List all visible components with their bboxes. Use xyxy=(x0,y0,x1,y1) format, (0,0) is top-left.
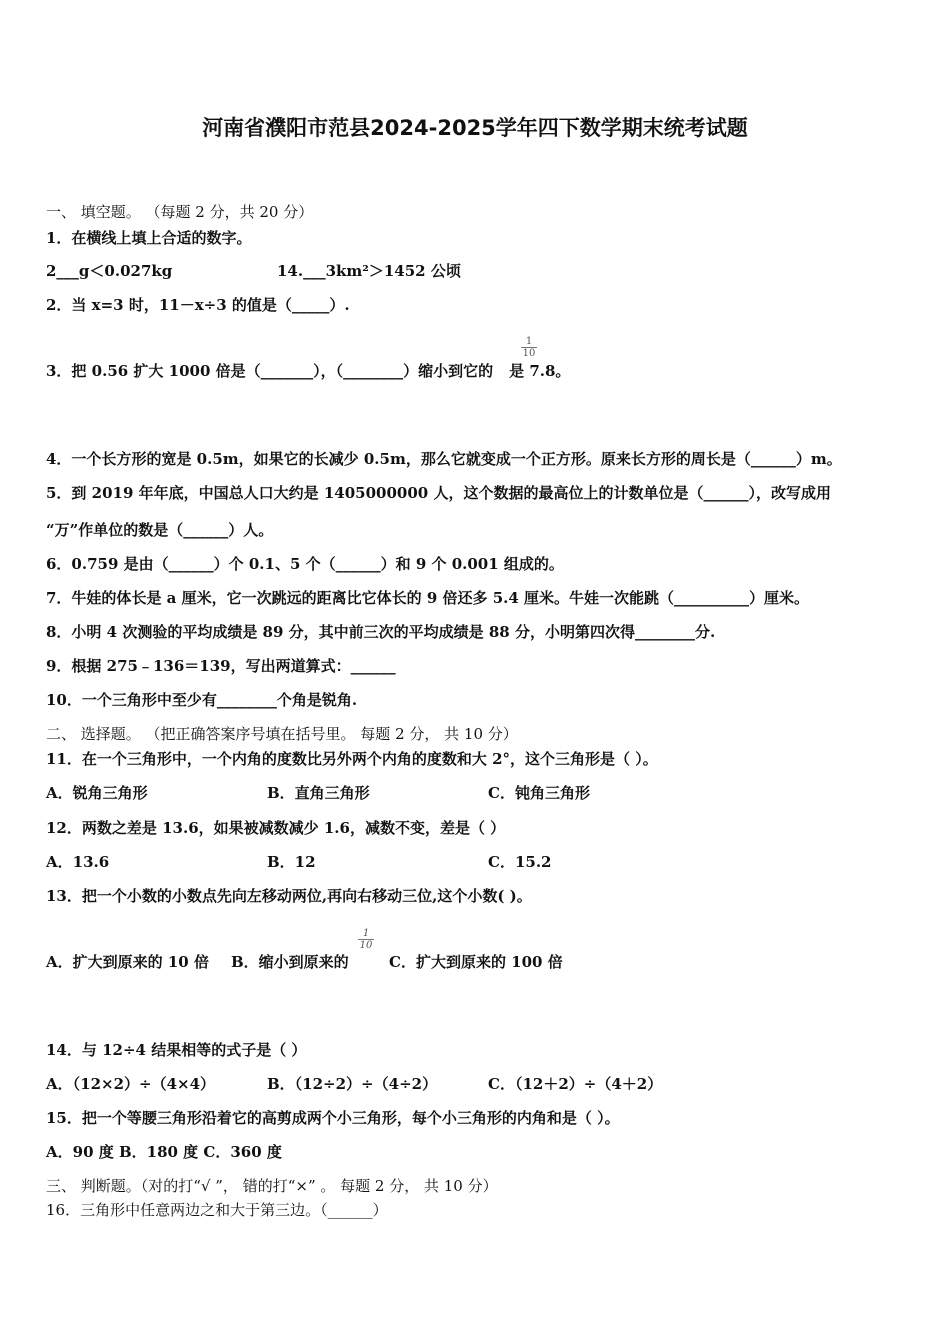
question-3 xyxy=(46,361,570,381)
question-3-text-end: 是 7.8。 xyxy=(509,362,571,380)
question-14-stem: 14．与 12÷4 结果相等的式子是（ ） xyxy=(46,1041,307,1059)
option-a: A．扩大到原来的 10 倍 xyxy=(46,953,209,971)
section-1-heading: 一、 填空题。 （每题 2 分，共 20 分） xyxy=(46,203,314,221)
question-2: 2．当 x=3 时，11－x÷3 的值是（_____）. xyxy=(46,296,350,314)
option-b: B．12 xyxy=(267,853,316,871)
question-1-a: 2___g＜0.027kg xyxy=(46,262,173,280)
question-13-options xyxy=(46,952,906,972)
option-c: C．钝角三角形 xyxy=(488,784,590,802)
question-1-b: 14.___3km²＞1452 公顷 xyxy=(277,262,461,280)
question-3-text: 3．把 0.56 扩大 1000 倍是（_______），（________）缩小到它的 xyxy=(46,362,494,380)
question-15-options: A．90 度 B．180 度 C．360 度 xyxy=(46,1143,282,1161)
question-14-options xyxy=(46,1074,906,1094)
question-6: 6．0.759 是由（______）个 0.1、5 个（______）和 9 个 0.001 组成的。 xyxy=(46,555,564,573)
option-c: C．扩大到原来的 100 倍 xyxy=(389,953,563,971)
question-12-stem: 12．两数之差是 13.6，如果被减数减少 1.6，减数不变，差是（ ） xyxy=(46,819,506,837)
question-11-stem: 11．在一个三角形中，一个内角的度数比另外两个内角的度数和大 2°，这个三角形是（ ）。 xyxy=(46,750,658,768)
option-a: A．（12×2）÷（4×4） xyxy=(46,1075,216,1093)
question-5-line-2: “万”作单位的数是（______）人。 xyxy=(46,521,274,539)
question-8: 8．小明 4 次测验的平均成绩是 89 分，其中前三次的平均成绩是 88 分，小明第四次得________分. xyxy=(46,623,716,641)
question-16: 16．三角形中任意两边之和大于第三边。（______） xyxy=(46,1201,388,1219)
question-10: 10．一个三角形中至少有________个角是锐角. xyxy=(46,691,358,709)
question-11-options xyxy=(46,783,906,803)
question-12-options xyxy=(46,852,906,872)
page-title: 河南省濮阳市范县2024-2025学年四下数学期末统考试题 xyxy=(202,116,748,140)
question-7: 7．牛娃的体长是 a 厘米，它一次跳远的距离比它体长的 9 倍还多 5.4 厘米。牛娃一次能跳（__________）厘米。 xyxy=(46,589,810,607)
option-c: C．15.2 xyxy=(488,853,552,871)
option-a: A．13.6 xyxy=(46,853,110,871)
question-1-blanks xyxy=(46,261,906,281)
question-15-stem: 15．把一个等腰三角形沿着它的高剪成两个小三角形，每个小三角形的内角和是（ ）。 xyxy=(46,1109,620,1127)
option-b: B．（12÷2）÷（4÷2） xyxy=(267,1075,438,1093)
section-3-heading: 三、 判断题。（对的打“√ ”， 错的打“×” 。 每题 2 分， 共 10 分） xyxy=(46,1177,498,1195)
question-5-line-1: 5．到 2019 年年底，中国总人口大约是 1405000000 人，这个数据的最高位上的计数单位是（______），改写成用 xyxy=(46,484,831,502)
option-b: B．缩小到原来的 xyxy=(231,953,349,971)
question-13-stem: 13．把一个小数的小数点先向左移动两位,再向右移动三位,这个小数( )。 xyxy=(46,887,532,905)
option-b: B．直角三角形 xyxy=(267,784,370,802)
question-1-stem: 1．在横线上填上合适的数字。 xyxy=(46,229,252,247)
fraction-one-tenth: $\frac{1}{10}$ xyxy=(522,336,536,359)
question-4: 4．一个长方形的宽是 0.5m，如果它的长减少 0.5m，那么它就变成一个正方形。原来长方形的周长是（______）m。 xyxy=(46,450,842,468)
option-c: C．（12＋2）÷（4＋2） xyxy=(488,1075,663,1093)
question-9: 9．根据 275﹣136＝139，写出两道算式：______ xyxy=(46,657,396,675)
section-2-heading: 二、 选择题。 （把正确答案序号填在括号里。 每题 2 分， 共 10 分） xyxy=(46,725,518,743)
fraction-one-tenth: $\frac{1}{10}$ xyxy=(359,928,373,951)
option-a: A．锐角三角形 xyxy=(46,784,148,802)
